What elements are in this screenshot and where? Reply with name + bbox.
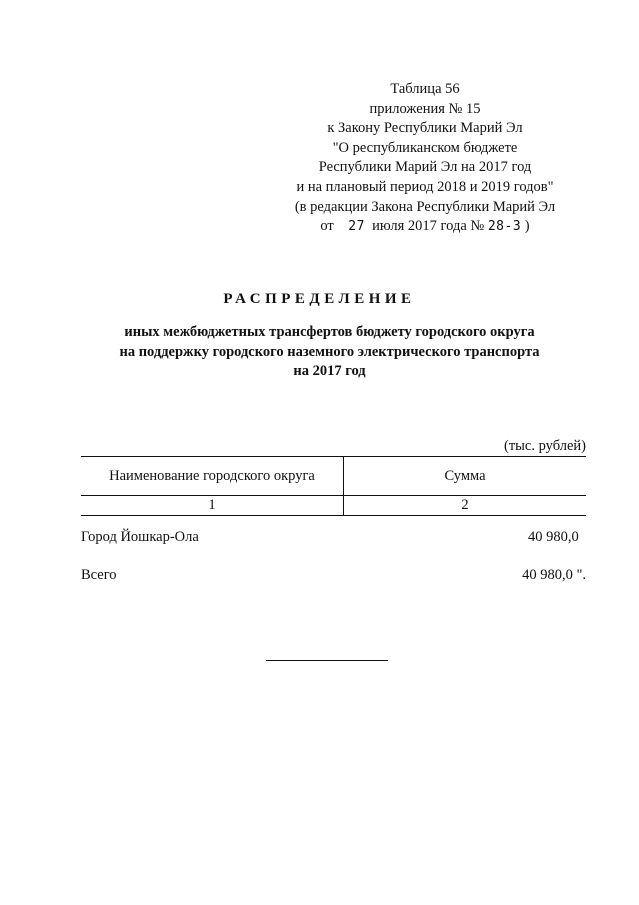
units-label: (тыс. рублей) <box>504 438 586 454</box>
law-number: 28-З <box>487 219 522 235</box>
subtitle-line-1: иных межбюджетных трансфертов бюджету городского округа <box>124 324 535 340</box>
budget-law-line-1: "О республиканском бюджете <box>332 139 518 156</box>
end-rule <box>266 660 388 661</box>
document-header <box>270 80 580 237</box>
table-numbering-row <box>81 496 586 516</box>
document-subtitle <box>0 323 639 382</box>
edition-note: (в редакции Закона Республики Марий Эл <box>294 198 556 215</box>
table-header-row <box>81 457 586 496</box>
row-value: 40 980,0 <box>528 529 586 545</box>
subtitle-line-3: на 2017 год <box>293 363 366 380</box>
law-ref: к Закону Республики Марий Эл <box>327 120 523 137</box>
date-day: 27 <box>348 219 365 235</box>
budget-law-line-2: Республики Марий Эл на 2017 год <box>318 159 532 176</box>
date-prefix: от <box>320 218 334 235</box>
document-title: РАСПРЕДЕЛЕНИЕ <box>223 291 416 307</box>
row-name: Всего <box>81 567 117 583</box>
distribution-table <box>81 456 586 516</box>
column-number-2: 2 <box>344 496 587 516</box>
budget-law-line-3: и на плановый период 2018 и 2019 годов" <box>296 178 554 195</box>
column-header-amount: Сумма <box>344 457 587 496</box>
table-number: Таблица 56 <box>390 81 460 97</box>
subtitle-line-2: на поддержку городского наземного электрического транспорта <box>119 343 540 360</box>
edition-date <box>270 217 580 237</box>
column-header-district: Наименование городского округа <box>81 457 344 496</box>
column-number-1: 1 <box>81 496 344 516</box>
date-suffix: ) <box>524 218 530 235</box>
date-middle: июля 2017 года № <box>372 218 485 235</box>
row-name: Город Йошкар-Ола <box>81 529 199 545</box>
appendix-ref: приложения № 15 <box>369 100 481 117</box>
row-value: 40 980,0 ". <box>522 567 586 583</box>
